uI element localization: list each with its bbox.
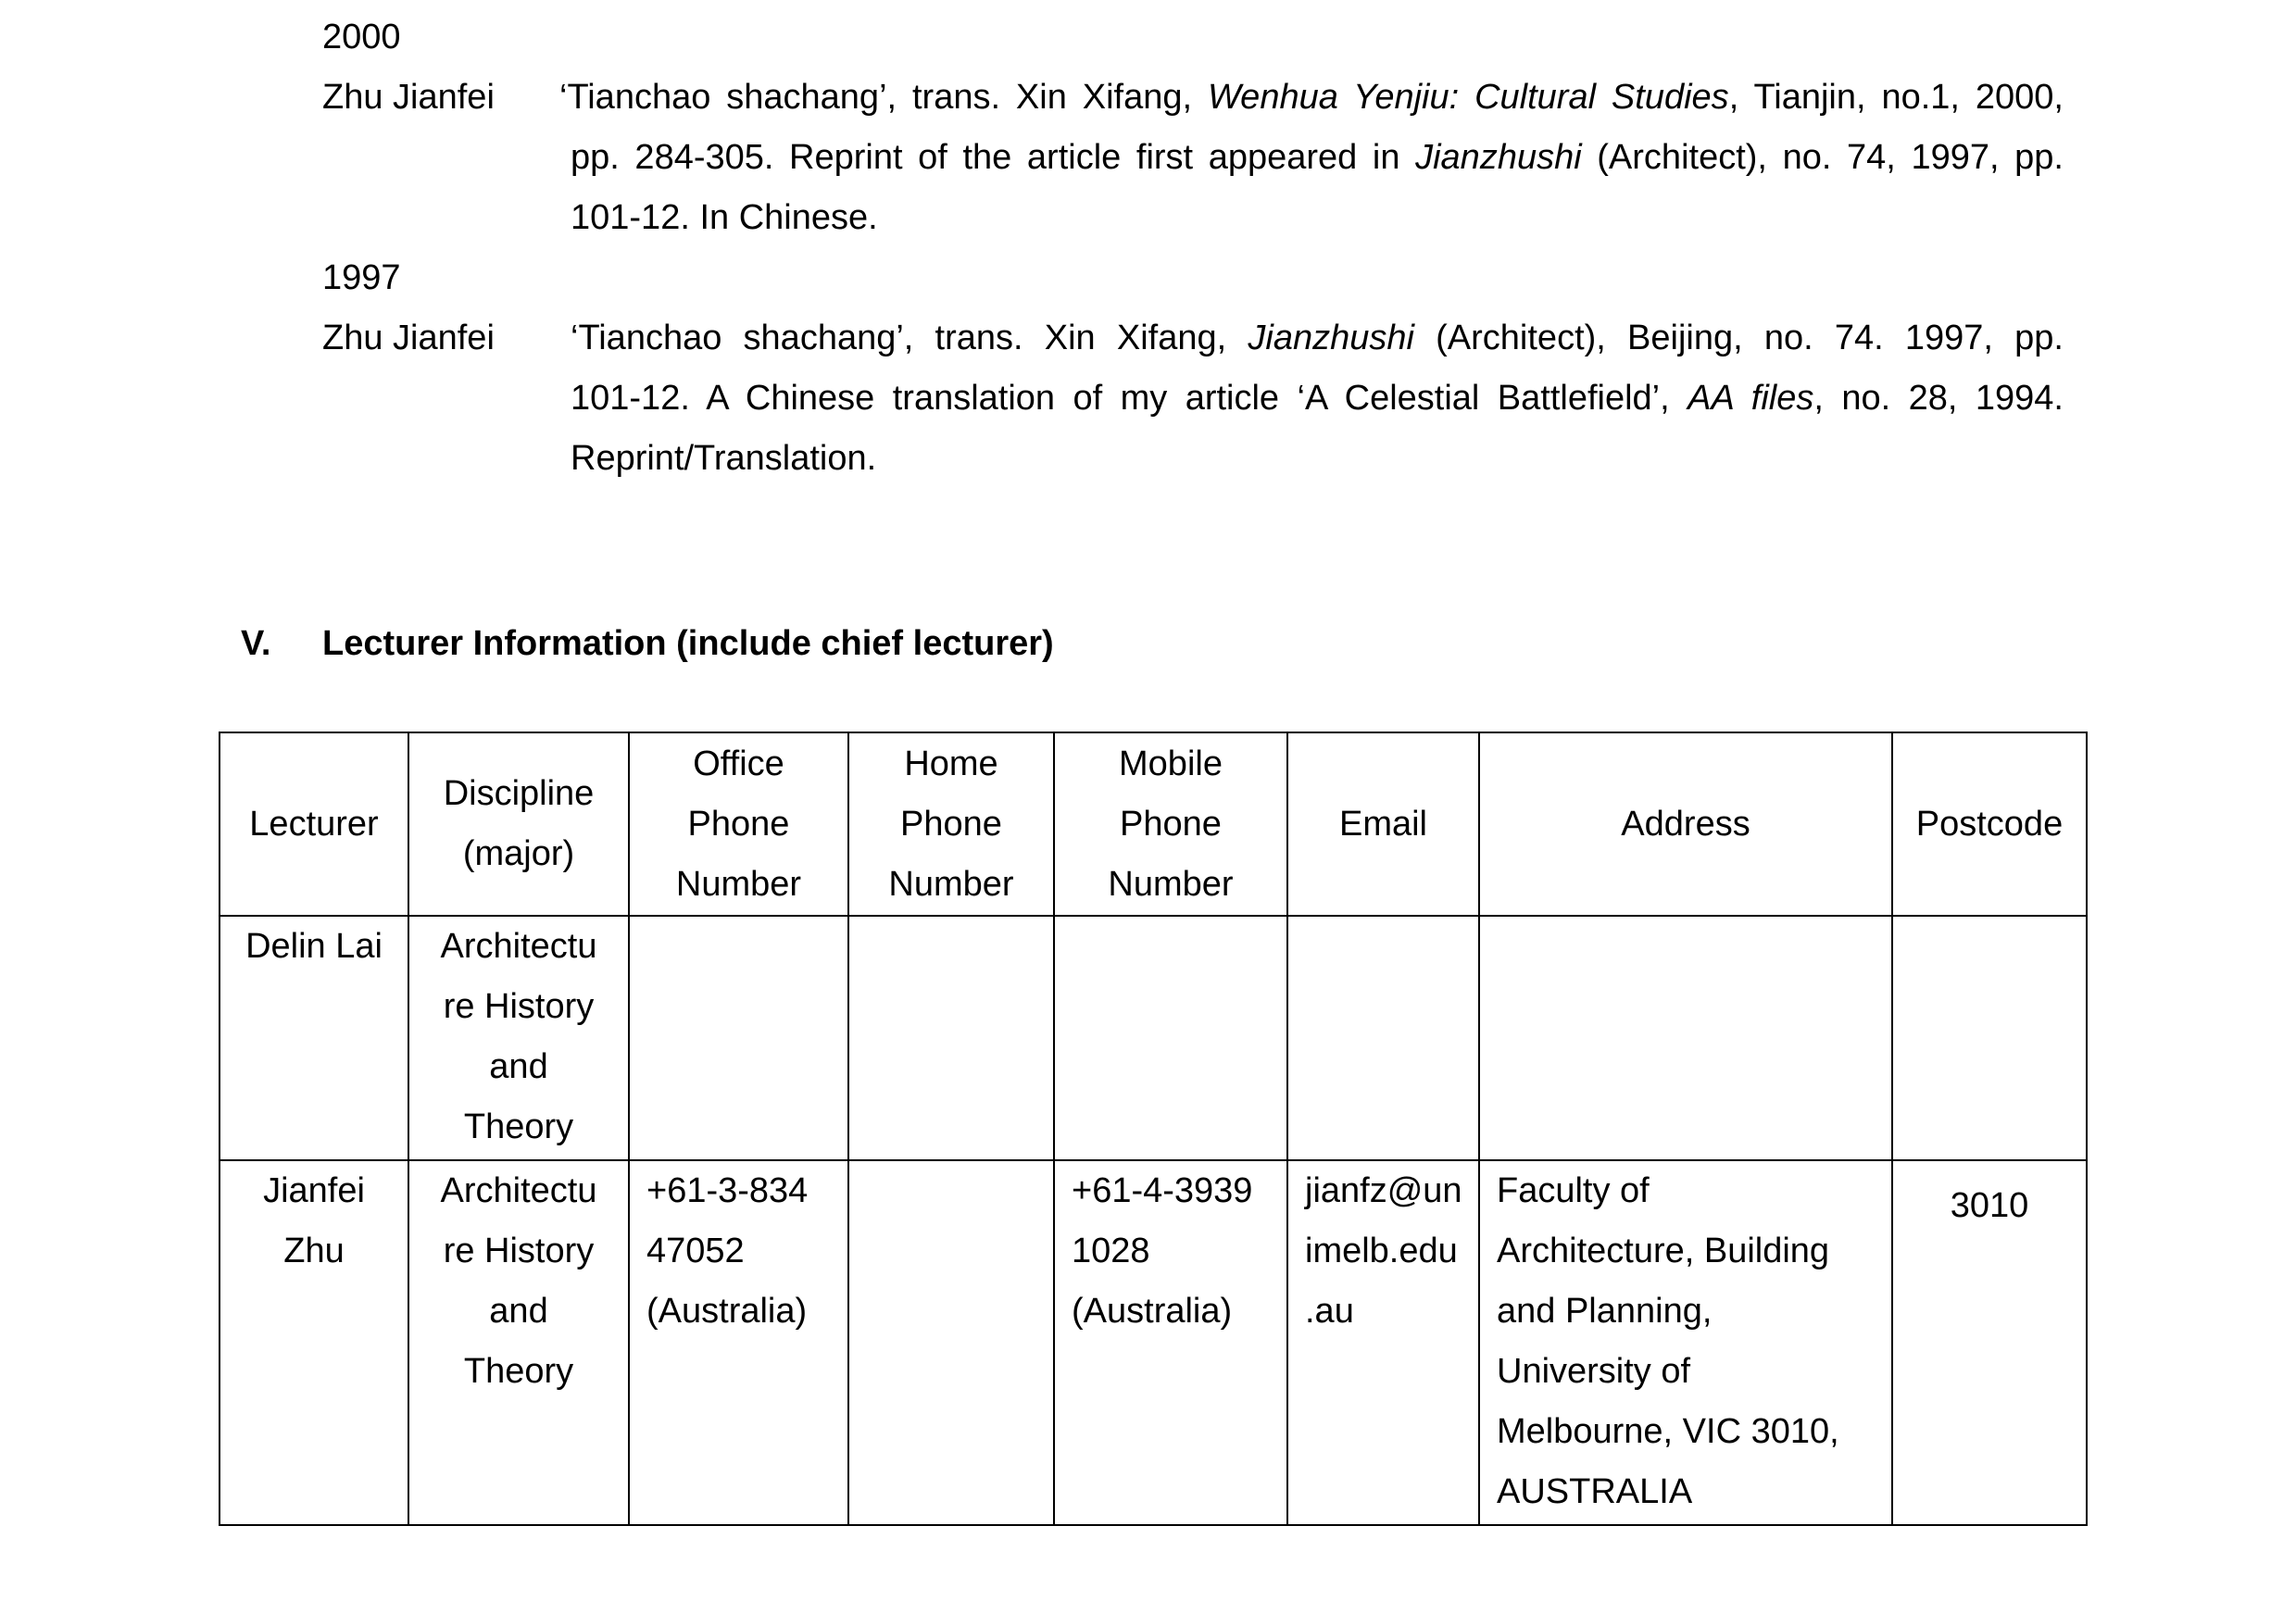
italic-title: AA files (1687, 379, 1814, 418)
bib-line: pp. 284-305. Reprint of the article first appeared in Jianzhushi (Architect), no. 74, 1997, pp. (571, 138, 2064, 177)
cell-text: Faculty of (1497, 1171, 1650, 1210)
table-row (220, 1160, 2087, 1525)
header-text: Number (1108, 864, 1234, 904)
cell-text: AUSTRALIA (1497, 1472, 1693, 1511)
cell-text: re History (443, 987, 595, 1026)
cell-address (1479, 916, 1892, 1160)
cell-text: Jianfei (263, 1171, 365, 1210)
cell-text: Zhu (283, 1232, 345, 1270)
header-home-phone (848, 732, 1054, 916)
bib-author: Zhu Jianfei (322, 78, 495, 117)
cell-text: 47052 (646, 1232, 745, 1270)
cell-text: Theory (463, 1107, 574, 1146)
bib-line: Reprint/Translation. (571, 439, 877, 478)
section-title: Lecturer Information (include chief lecturer) (322, 624, 1054, 663)
cell-address (1479, 1160, 1892, 1525)
cell-text: Architecture, Building (1497, 1232, 1830, 1270)
cell-text: 3010 (1950, 1186, 2029, 1225)
cell-mobile-phone (1054, 1160, 1287, 1525)
cell-text: imelb.edu (1305, 1232, 1458, 1270)
bib-author: Zhu Jianfei (322, 319, 495, 357)
bib-year-1997: 1997 (322, 258, 401, 297)
cell-lecturer (220, 916, 408, 1160)
cell-text: (Australia) (1072, 1292, 1233, 1331)
cell-text: jianfz@un (1305, 1171, 1462, 1210)
cell-text: (Australia) (646, 1292, 808, 1331)
cell-office-phone (629, 1160, 848, 1525)
header-office-phone (629, 732, 848, 916)
header-text: Email (1338, 804, 1428, 844)
cell-text: Architectu (440, 927, 597, 966)
cell-office-phone (629, 916, 848, 1160)
header-text: Mobile (1119, 744, 1223, 783)
cell-text: re History (443, 1232, 595, 1270)
cell-home-phone (848, 1160, 1054, 1525)
cell-text: +61-4-3939 (1072, 1171, 1253, 1210)
header-lecturer (220, 732, 408, 916)
cell-home-phone (848, 916, 1054, 1160)
cell-lecturer (220, 1160, 408, 1525)
cell-text: Architectu (440, 1171, 597, 1210)
cell-text: .au (1305, 1292, 1354, 1331)
cell-discipline (408, 916, 629, 1160)
header-text: Phone (1120, 804, 1222, 844)
section-number: V. (241, 624, 271, 663)
bib-line: ‘Tianchao shachang’, trans. Xin Xifang, Wenhua Yenjiu: Cultural Studies, Tianjin, no.1, 2000, (559, 78, 2064, 117)
section-heading (241, 614, 1054, 674)
cell-mobile-phone (1054, 916, 1287, 1160)
cell-discipline (408, 1160, 629, 1525)
header-postcode (1892, 732, 2087, 916)
header-email (1287, 732, 1479, 916)
lecturer-table (219, 732, 2088, 1526)
header-text: Discipline (443, 774, 595, 813)
header-address (1479, 732, 1892, 916)
cell-text: and (489, 1292, 548, 1331)
header-text: Number (675, 864, 802, 904)
header-text: Phone (900, 804, 1002, 844)
cell-postcode (1892, 916, 2087, 1160)
table-header-row (220, 732, 2087, 916)
header-mobile-phone (1054, 732, 1287, 916)
cell-text: Theory (463, 1352, 574, 1391)
header-text: (major) (462, 834, 575, 873)
cell-text: 1028 (1072, 1232, 1150, 1270)
cell-postcode (1892, 1160, 2087, 1525)
header-text: Number (888, 864, 1014, 904)
cell-text: Delin Lai (245, 927, 383, 966)
cell-email (1287, 1160, 1479, 1525)
header-text: Postcode (1915, 804, 2064, 844)
header-text: Office (693, 744, 784, 783)
cell-text: and (489, 1047, 548, 1086)
bib-year-2000: 2000 (322, 18, 401, 56)
cell-email (1287, 916, 1479, 1160)
italic-title: Jianzhushi (1248, 319, 1414, 357)
table-body (220, 916, 2087, 1525)
cell-text: Melbourne, VIC 3010, (1497, 1412, 1839, 1451)
header-text: Lecturer (249, 804, 379, 844)
header-text: Address (1621, 804, 1750, 844)
header-discipline (408, 732, 629, 916)
cell-text: University of (1497, 1352, 1691, 1391)
italic-title: Jianzhushi (1415, 138, 1582, 177)
bib-line: 101-12. A Chinese translation of my article ‘A Celestial Battlefield’, AA files, no. 28, 1994. (571, 379, 2064, 418)
cell-text: +61-3-834 (646, 1171, 809, 1210)
bib-line: 101-12. In Chinese. (571, 198, 878, 237)
table-row (220, 916, 2087, 1160)
bib-line: ‘Tianchao shachang’, trans. Xin Xifang, Jianzhushi (Architect), Beijing, no. 74. 1997, pp. (571, 319, 2064, 357)
header-text: Home (904, 744, 998, 783)
bib-entry-body (571, 308, 2064, 489)
header-text: Phone (687, 804, 790, 844)
bib-entry-body (559, 68, 2064, 248)
italic-title: Wenhua Yenjiu: Cultural Studies (1208, 78, 1729, 117)
cell-text: and Planning, (1497, 1292, 1713, 1331)
